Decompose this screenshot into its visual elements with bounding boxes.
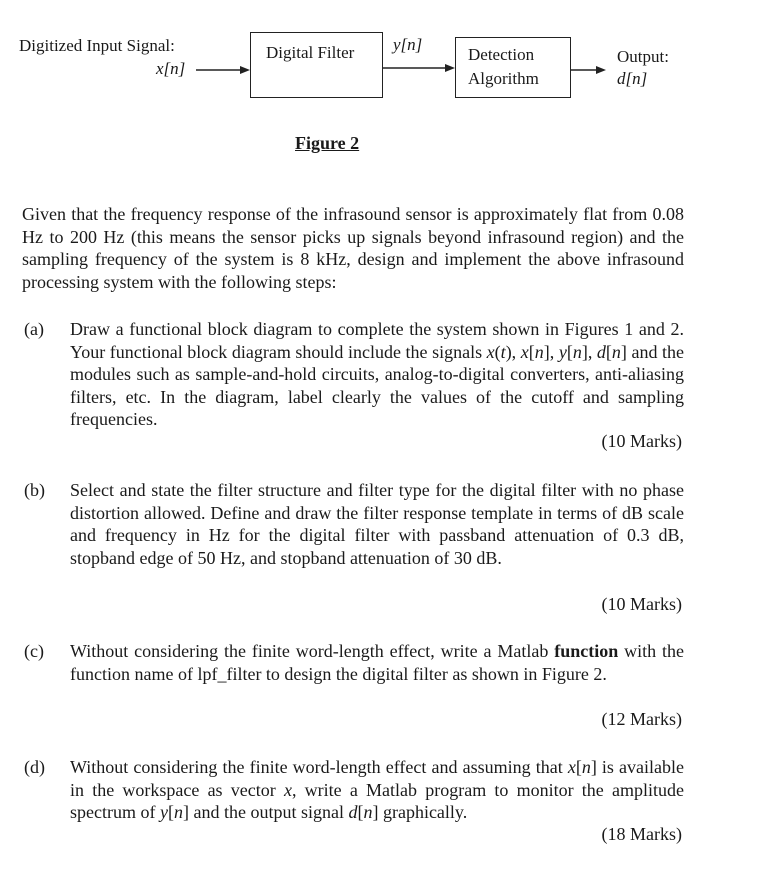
output-signal: d[n] xyxy=(617,69,648,88)
mid-signal: y[n] xyxy=(393,35,423,54)
question-a-label: (a) xyxy=(24,319,44,339)
question-b-text: Select and state the filter structure and filter type for the digital filter with no phase distortion allowed. Define and draw the filter response template in terms of dB scale and frequency in Hz for the digital filter with passband attenuation of 0.3 dB, stopband edge of 50 Hz, and stopband attenuation of 30 dB. xyxy=(70,480,684,568)
diagram-arrows xyxy=(0,0,769,130)
output-label: Output: xyxy=(617,47,669,66)
question-d-label: (d) xyxy=(24,757,45,777)
arrowhead-output xyxy=(596,66,606,74)
question-b-label: (b) xyxy=(24,480,45,500)
question-a-text: Draw a functional block diagram to complete the system shown in Figures 1 and 2. Your functional block diagram should include the signals x(t), x[n], y[n], d[n] and the modules such as sample-and-hold circuits, analog-to-digital converters, anti-aliasing filters, etc. In the diagram, label clearly the values of the cutoff and sampling frequencies. xyxy=(70,319,685,429)
input-label: Digitized Input Signal: xyxy=(19,36,175,55)
figure-caption: Figure 2 xyxy=(295,133,360,153)
intro-paragraph: Given that the frequency response of the infrasound sensor is approximately flat from 0.08 Hz to 200 Hz (this means the sensor picks up signals beyond infrasound region) and the sampling frequency of the system is 8 kHz, design and implement the above infrasound processing system with the following steps: xyxy=(22,204,684,292)
question-a-marks: (10 Marks) xyxy=(601,431,682,451)
question-c-text xyxy=(70,640,684,685)
arrowhead-input xyxy=(240,66,250,74)
question-d-text: Without considering the finite word-length effect and assuming that x[n] is available in the workspace as vector x, write a Matlab program to monitor the amplitude spectrum of y[n] and the output signal d[n] graphically. xyxy=(70,757,684,822)
question-c-text-bold: function xyxy=(554,641,619,661)
arrowhead-filter xyxy=(445,64,455,72)
question-d-marks: (18 Marks) xyxy=(601,824,682,844)
question-c-marks: (12 Marks) xyxy=(601,709,682,729)
question-b-marks: (10 Marks) xyxy=(601,594,682,614)
input-signal: x[n] xyxy=(156,59,186,78)
question-c-text-before: Without considering the finite word-length effect, write a Matlab xyxy=(70,641,555,661)
question-c-text-after: with the function name of lpf_filter to design the digital filter as shown in Figure 2. xyxy=(70,641,685,684)
detection-label-line2: Algorithm xyxy=(468,69,539,88)
digital-filter-label: Digital Filter xyxy=(266,43,355,62)
detection-label-line1: Detection xyxy=(468,45,535,64)
question-c-label: (c) xyxy=(24,641,44,661)
